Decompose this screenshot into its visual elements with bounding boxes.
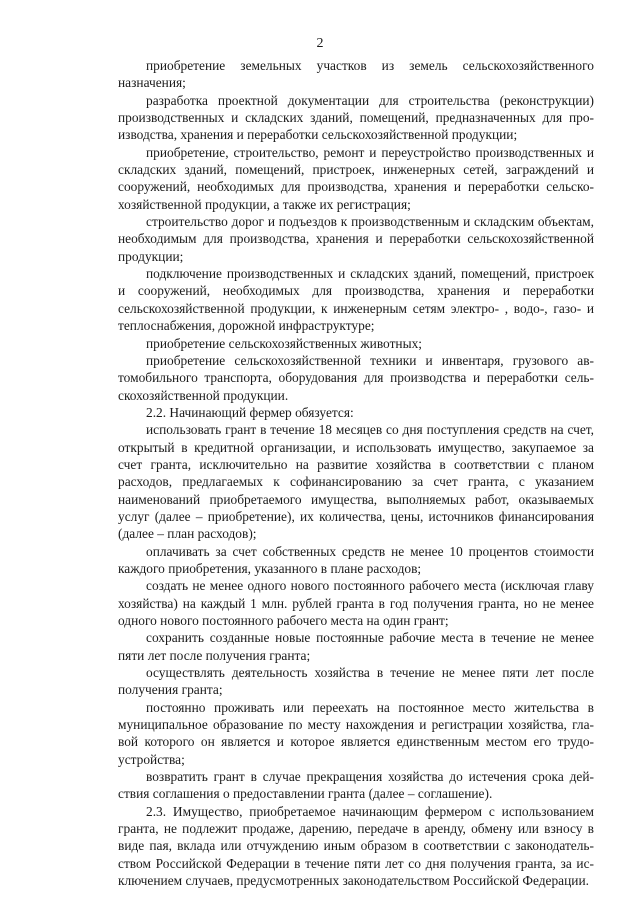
paragraph-cofinancing: оплачивать за счет собственных средств не менее 10 процентов стоимости каждого приобретения, указанного в плане расходов; xyxy=(118,543,594,576)
paragraph-land-purchase: приобретение земельных участков из земель сельскохозяйственного назначения; xyxy=(118,58,594,91)
section-2-2-heading: 2.2. Начинающий фермер обязуется: xyxy=(146,404,354,420)
paragraph-utility-connection: подключение производственных и складских зданий, помещений, пристроек и сооружений, необходимых для производства, хранения и переработки сельскохозяйственной продукции, к инженерным сетям электро- , водо-, газо- и теплоснабжения, дорожной инфраструктуре; xyxy=(118,266,594,334)
paragraph-return-grant: возвратить грант в случае прекращения хозяйства до истечения срока действия соглашения о предоставлении гранта (далее – соглашение). xyxy=(118,769,594,802)
section-2-3-paragraph: 2.3. Имущество, приобретаемое начинающим фермером с использованием гранта, не подлежит продаже, дарению, передаче в аренду, обмену или взносу в виде пая, вклада или отчуждению иным образом в соответствии с законодательством Российской Федерации в течение пяти лет со дня получения гранта, за исключением случаев, предусмотренных законодательством Российской Федерации. xyxy=(118,803,594,889)
paragraph-keep-jobs: сохранить созданные новые постоянные рабочие места в течение не менее пяти лет после получения гранта; xyxy=(118,630,594,663)
paragraph-create-jobs: создать не менее одного нового постоянного рабочего места (исключая главу хозяйства) на каждый 1 млн. рублей гранта в год получения гранта, но не менее одного нового постоянного рабочего места на один грант; xyxy=(118,578,594,628)
paragraph-roads: строительство дорог и подъездов к производственным и складским объектам, необходимым для производства, хранения и переработки сельскохозяйственной продукции; xyxy=(118,214,594,264)
paragraph-machinery: приобретение сельскохозяйственной техники и инвентаря, грузового автомобильного транспорта, оборудования для производства и переработки сельскохозяйственной продукции. xyxy=(118,352,594,403)
page-number: 2 xyxy=(316,36,324,51)
document-body xyxy=(118,57,594,890)
paragraph-livestock: приобретение сельскохозяйственных животных; xyxy=(146,335,423,351)
paragraph-use-grant: использовать грант в течение 18 месяцев со дня поступления средств на счет, открытый в кредитной организации, и использовать имущество, закупаемое за счет гранта, исключительно на развитие хозяйства в соответствии с планом расходов, предлагаемых к софинансированию за счет гранта, с указанием наименований приобретаемого имущества, выполняемых работ, оказываемых услуг (далее – приобретение), их количества, цены, источников финансирования (далее – план расходов); xyxy=(118,422,594,542)
paragraph-residence: постоянно проживать или переехать на постоянное место жительства в муниципальное образование по месту нахождения и регистрации хозяйства, главой которого он является и которое является единственным местом его трудоустройства; xyxy=(118,699,594,767)
paragraph-design-documentation: разработка проектной документации для строительства (реконструкции) производственных и складских зданий, помещений, предназначенных для производства, хранения и переработки сельскохозяйственной продукции; xyxy=(118,92,594,143)
paragraph-construction-repair: приобретение, строительство, ремонт и переустройство производственных и складских зданий, помещений, пристроек, инженерных сетей, заграждений и сооружений, необходимых для производства, хранения и переработки сельскохозяйственной продукции, а также их регистрация; xyxy=(118,144,594,212)
paragraph-operate-farm: осуществлять деятельность хозяйства в течение не менее пяти лет после получения гранта; xyxy=(118,665,594,698)
